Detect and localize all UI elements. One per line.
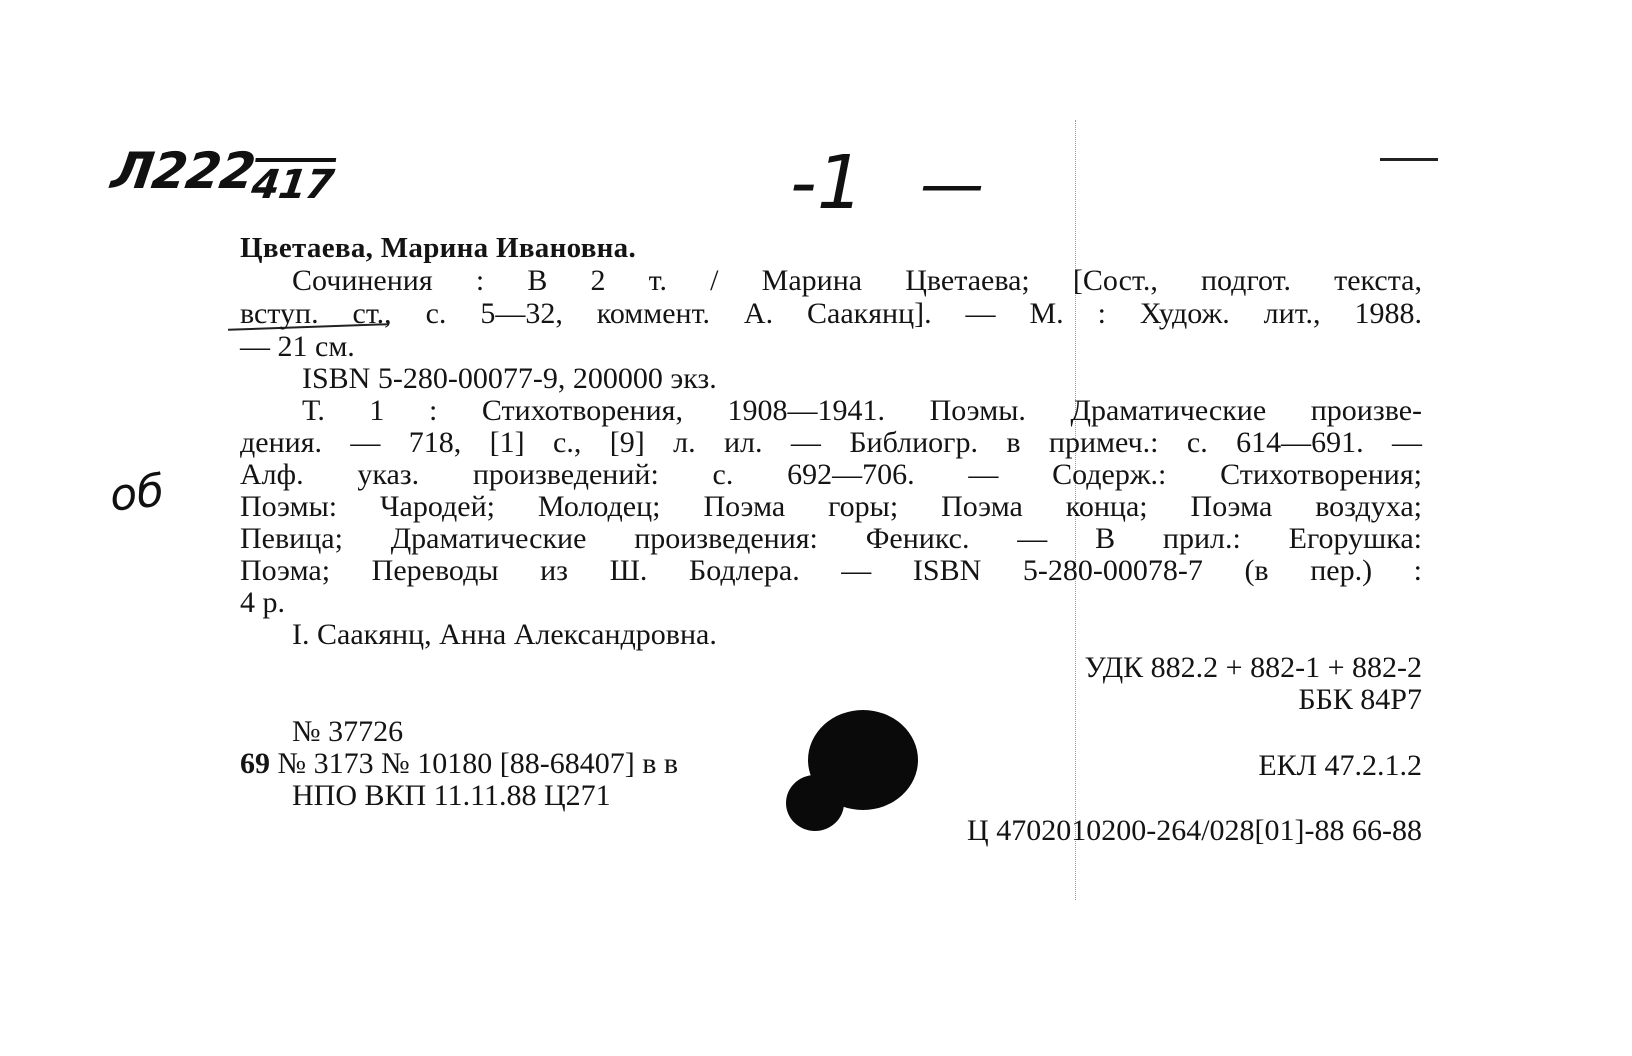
bbk-code: ББК 84Р7 xyxy=(1298,683,1422,716)
title-line: Сочинения : В 2 т. / Марина Цветаева; [Сост., подгот. текста, xyxy=(292,264,1422,297)
printer-line: НПО ВКП 11.11.88 Ц271 xyxy=(292,779,611,812)
isbn-line: ISBN 5-280-00077-9, 200000 экз. xyxy=(302,362,717,395)
imprint-line: вступ. ст., с. 5—32, коммент. А. Саакянц]. — М. : Худож. лит., 1988. xyxy=(240,297,1422,330)
index-code: Ц 4702010200-264/028[01]-88 66-88 xyxy=(967,814,1422,847)
handwritten-side-note: об xyxy=(107,465,167,522)
contents-line-3: Поэма; Переводы из Ш. Бодлера. — ISBN 5-280-00078-7 (в пер.) : xyxy=(240,554,1422,587)
order-rest: № 3173 № 10180 [88-68407] в в xyxy=(277,747,679,780)
ekl-code: ЕКЛ 47.2.1.2 xyxy=(1258,749,1422,782)
ink-blot-small xyxy=(786,775,844,831)
contents-line-2: Певица; Драматические произведения: Феникс. — В прил.: Егорушка: xyxy=(240,522,1422,555)
volume-line: Т. 1 : Стихотворения, 1908—1941. Поэмы. Драматические произве- xyxy=(302,394,1422,427)
dimensions-line: — 21 см. xyxy=(240,330,355,363)
handwritten-volume: -1 xyxy=(790,140,864,226)
handwritten-shelfmark: $Л222_{417}$ xyxy=(107,142,336,208)
order-prefix: 69 xyxy=(240,747,270,780)
pagination-line: дения. — 718, [1] с., [9] л. ил. — Библиогр. в примеч.: с. 614—691. — xyxy=(240,426,1422,459)
handwritten-shelfmark-sub: 417 xyxy=(248,162,336,208)
added-entry-line: I. Саакянц, Анна Александровна. xyxy=(292,618,717,651)
card-number: № 37726 xyxy=(292,715,404,748)
handwritten-volume-dash: — xyxy=(920,148,984,222)
price-line: 4 р. xyxy=(240,586,285,619)
order-line xyxy=(240,748,678,780)
index-line: Алф. указ. произведений: с. 692—706. — Содерж.: Стихотворения; xyxy=(240,458,1422,491)
handwritten-mark-line xyxy=(1380,158,1438,161)
author-heading: Цветаева, Марина Ивановна. xyxy=(240,232,637,264)
contents-line-1: Поэмы: Чародей; Молодец; Поэма горы; Поэма конца; Поэма воздуха; xyxy=(240,490,1422,523)
udk-code: УДК 882.2 + 882-1 + 882-2 xyxy=(1084,651,1422,684)
